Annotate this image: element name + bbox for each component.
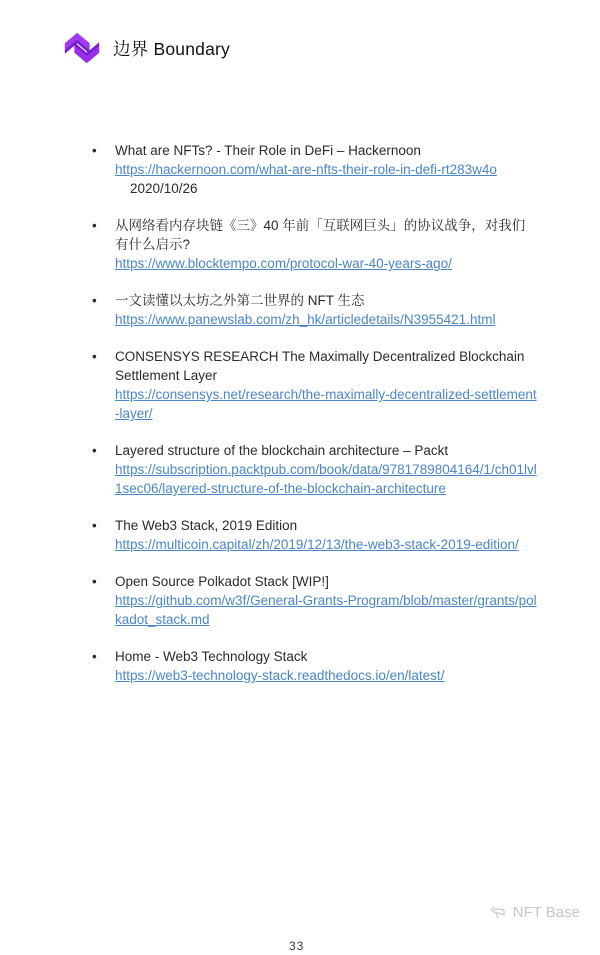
reference-list (92, 141, 538, 703)
boundary-logo-icon (60, 27, 104, 69)
page-number: 33 (289, 939, 305, 953)
brand-logo (60, 27, 230, 69)
reference-link[interactable]: https://github.com/w3f/General-Grants-Program/blob/master/grants/polkadot_stack.md (115, 593, 537, 627)
reference-title: Home - Web3 Technology Stack (115, 649, 308, 664)
bullet-icon: • (92, 443, 97, 458)
reference-link[interactable]: https://www.blocktempo.com/protocol-war-40-years-ago/ (115, 256, 452, 271)
reference-link[interactable]: https://web3-technology-stack.readthedocs.io/en/latest/ (115, 668, 445, 683)
list-item (92, 516, 538, 554)
bullet-icon: • (92, 518, 97, 533)
watermark-label: NFT Base (512, 904, 580, 921)
bullet-icon: • (92, 574, 97, 589)
page-number-clip (289, 937, 305, 953)
megaphone-icon (489, 903, 508, 922)
reference-date: 2020/10/26 (130, 181, 198, 196)
list-item (92, 216, 538, 273)
list-item (92, 647, 538, 685)
reference-link[interactable]: https://www.panewslab.com/zh_hk/articledetails/N3955421.html (115, 312, 496, 327)
list-item (92, 141, 538, 198)
brand-name: 边界 Boundary (113, 38, 230, 59)
reference-link[interactable]: https://multicoin.capital/zh/2019/12/13/the-web3-stack-2019-edition/ (115, 537, 519, 552)
reference-link[interactable]: https://hackernoon.com/what-are-nfts-their-role-in-defi-rt283w4o (115, 162, 497, 177)
reference-title: Layered structure of the blockchain architecture – Packt (115, 443, 449, 458)
watermark (489, 903, 580, 922)
bullet-icon: • (92, 218, 97, 233)
bullet-icon: • (92, 349, 97, 364)
bullet-icon: • (92, 293, 97, 308)
reference-title: What are NFTs? - Their Role in DeFi – Hackernoon (115, 143, 421, 158)
reference-link[interactable]: https://subscription.packtpub.com/book/data/9781789804164/1/ch01lvl1sec06/layered-structure-of-the-blockchain-architecture (115, 462, 537, 496)
list-item (92, 347, 538, 423)
list-item (92, 572, 538, 629)
bullet-icon: • (92, 143, 97, 158)
reference-title: CONSENSYS RESEARCH The Maximally Decentralized Blockchain Settlement Layer (115, 349, 525, 383)
list-item (92, 441, 538, 498)
reference-title: 从网络看内存块链《三》40 年前「互联网巨头」的协议战争，对我们有什么启示? (115, 218, 526, 252)
reference-title: 一文读懂以太坊之外第二世界的 NFT 生态 (115, 293, 365, 308)
bullet-icon: • (92, 649, 97, 664)
reference-title: The Web3 Stack, 2019 Edition (115, 518, 298, 533)
list-item (92, 291, 538, 329)
reference-title: Open Source Polkadot Stack [WIP!] (115, 574, 329, 589)
reference-link[interactable]: https://consensys.net/research/the-maximally-decentralized-settlement-layer/ (115, 387, 537, 421)
